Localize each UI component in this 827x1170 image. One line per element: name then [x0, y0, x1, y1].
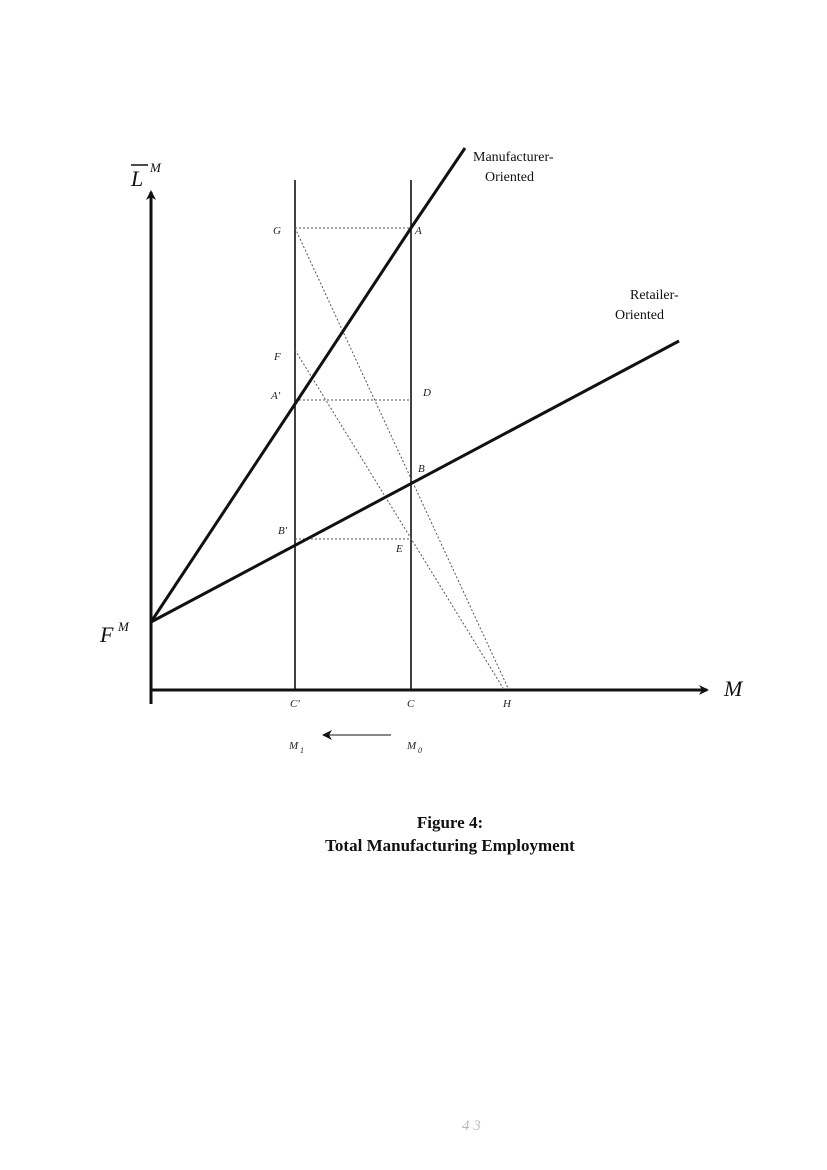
point-c: C: [407, 698, 415, 710]
point-d: D: [423, 387, 431, 399]
m0-subscript: 0: [418, 746, 422, 755]
manufacturer-label-line2: Oriented: [485, 170, 534, 185]
figure-title: Figure 4:: [416, 813, 484, 832]
point-c-prime: C': [290, 698, 300, 710]
point-f: F: [274, 351, 281, 363]
x-axis-label: M: [724, 676, 743, 701]
page-number: 4 3: [462, 1118, 481, 1134]
point-g: G: [273, 225, 281, 237]
point-e: E: [396, 543, 403, 555]
m0-label: M: [407, 740, 417, 752]
point-b-prime: B': [278, 525, 288, 537]
dotted-f-h: [295, 350, 503, 688]
retailer-oriented-curve: [151, 341, 679, 622]
retailer-label-line1: Retailer-: [630, 288, 679, 303]
point-a: A: [415, 225, 422, 237]
intercept-label-superscript: M: [118, 619, 129, 634]
m1-label: M: [289, 740, 299, 752]
dotted-g-h: [295, 228, 508, 688]
manufacturer-label-line1: Manufacturer-: [473, 150, 554, 165]
y-axis-label: L: [131, 166, 144, 191]
y-axis-label-superscript: M: [150, 160, 161, 175]
point-a-prime: A': [271, 390, 281, 402]
m1-subscript: 1: [300, 746, 304, 755]
retailer-label-line2: Oriented: [615, 308, 664, 323]
point-h: H: [503, 698, 511, 710]
manufacturer-oriented-curve: [151, 148, 465, 622]
figure-subtitle: Total Manufacturing Employment: [325, 836, 575, 855]
point-b: B: [418, 463, 425, 475]
intercept-label: F: [100, 622, 114, 647]
